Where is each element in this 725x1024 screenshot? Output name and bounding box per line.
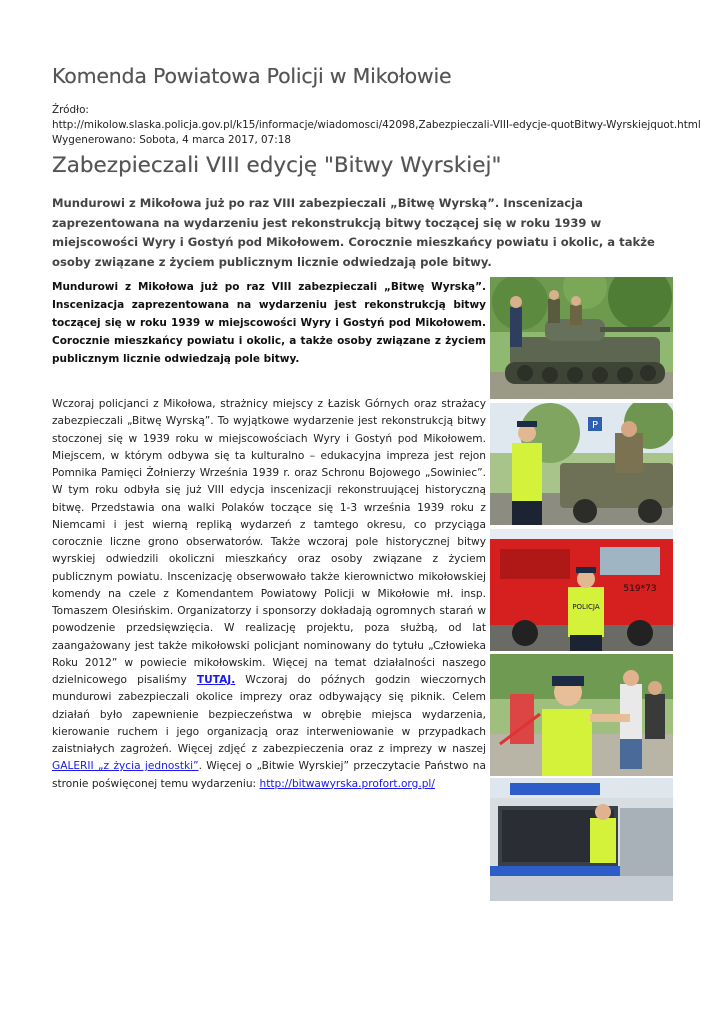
site-title: Komenda Powiatowa Policji w Mikołowie (52, 64, 452, 88)
body-text-1: Wczoraj policjanci z Mikołowa, strażnicy miejscy z Łazisk Górnych oraz strażacy zabezpieczali „Bitwę Wyrską”. To wyjątkowe wydarzenie jest rekonstrukcją bitwy stoczonej się w 1939 roku w miejscowościach Wyry i Gostyń pod Mikołowem. Miejscem, w którym odbywa się ta kulturalno – edukacyjna impreza jest rejon Pomnika Pamięci Żołnierzy Września 1939 r. oraz Schronu Bojowego „Sowiniec”. W tym roku odbyła się już VIII edycja inscenizacji rekonstruującej historyczną bitwę. Przedstawia ona walki Polaków toczące się 1-3 września 1939 roku z Niemcami i jest wierną repliką wydarzeń z tamtego okresu, co przyciąga corocznie liczne grono obserwatorów. Także wczoraj pole historycznej bitwy wyrskiej odwiedzili okoliczni mieszkańcy oraz osoby związane z życiem publicznym powiatu. Inscenizację obserwowało także kierownictwo mikołowskiej komendy na czele z Komendantem Powiatowy Policji w Mikołowie mł. insp. Tomaszem Olesińskim. Organizatorzy i sponsorzy dokładają ogromnych starań w powodzenie przedsięwzięcia. W realizację projektu, poza służbą, od lat zaangażowany jest także mikołowski policjant nominowany do tytułu „Człowieka Roku 2012” w powiecie mikołowskim. Więcej na temat działalności naszego dzielnicowego pisaliśmy (52, 398, 486, 686)
article-lead: Mundurowi z Mikołowa już po raz VIII zabezpieczali „Bitwę Wyrską”. Inscenizacja zaprezentowana na wydarzeniu jest rekonstrukcją bitwy toczącej się w roku 1939 w miejscowości Wyry i Gostyń pod Mikołowem. Corocznie mieszkańcy powiatu i okolic, a także osoby związane z życiem publicznym licznie odwiedzają pole bitwy. (52, 196, 655, 270)
source-url: http://mikolow.slaska.policja.gov.pl/k15/informacje/wiadomosci/42098,Zabezpieczali-VIII-edycje-quotBitwy-Wyrskiejquot.html (52, 119, 701, 131)
generated-timestamp: Wygenerowano: Sobota, 4 marca 2017, 07:18 (52, 134, 291, 146)
article-body (52, 396, 486, 793)
article-title: Zabezpieczali VIII edycję "Bitwy Wyrskiej" (52, 153, 502, 178)
photo-officer-jeep[interactable] (490, 403, 673, 525)
photo-fire-truck[interactable] (490, 529, 673, 651)
photo-police-car[interactable] (490, 778, 673, 901)
bitwa-website-link[interactable]: http://bitwawyrska.profort.org.pl/ (259, 777, 435, 790)
article-intro: Mundurowi z Mikołowa już po raz VIII zabezpieczali „Bitwę Wyrską”. Inscenizacja zaprezentowana na wydarzeniu jest rekonstrukcją bitwy toczącej się w roku 1939 w miejscowości Wyry i Gostyń pod Mikołowem. Corocznie mieszkańcy powiatu i okolic, a także osoby związane z życiem publicznym licznie odwiedzają pole bitwy. (52, 281, 486, 365)
vest-text: POLICJA (572, 603, 600, 611)
source-label: Źródło: (52, 104, 89, 116)
truck-number-text: 519*73 (623, 584, 657, 594)
parking-sign-text: P (591, 420, 599, 431)
photo-policewoman[interactable] (490, 654, 673, 776)
tutaj-link[interactable]: TUTAJ. (196, 674, 236, 686)
document-meta (52, 103, 701, 148)
gallery-link[interactable]: GALERII „z życia jednostki” (52, 760, 199, 773)
body-text-2: Wczoraj do późnych godzin wieczornych mundurowi zabezpieczali okolice imprezy oraz odbywający się piknik. Celem działań było zapewnienie bezpieczeństwa w obrębie miejsca wydarzenia, kierowanie ruchem i jego organizacją oraz interweniowanie w przypadkach zaistniałych zagrożeń. Więcej zdjęć z zabezpieczenia oraz z imprezy w naszej (52, 674, 487, 755)
photo-tank[interactable] (490, 277, 673, 399)
body-text-3: . Więcej o „Bitwie Wyrskiej” przeczytacie Państwo na stronie poświęconej temu wydarzeniu: (52, 760, 486, 790)
